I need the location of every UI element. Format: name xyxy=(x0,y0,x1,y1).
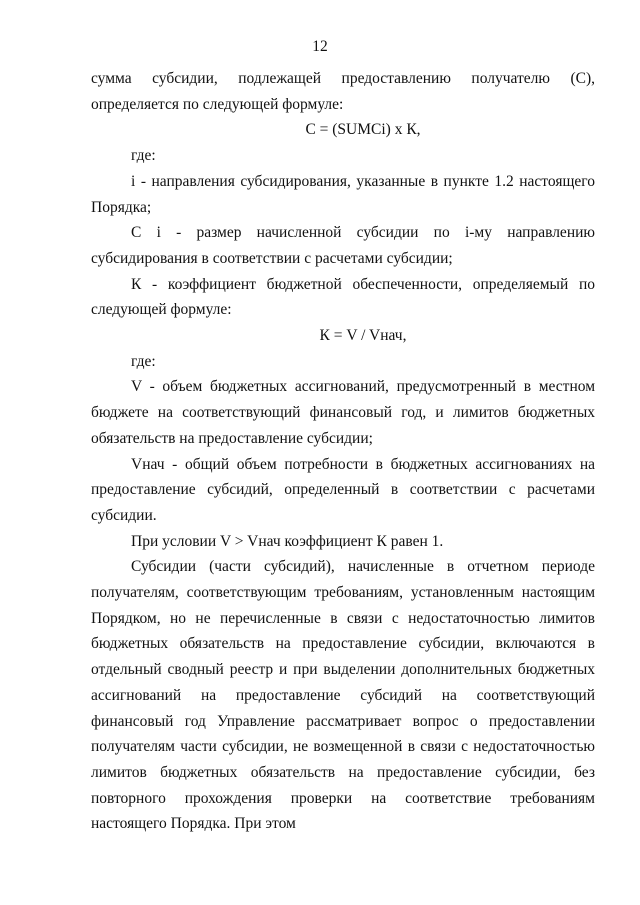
paragraph-unpaid-subsidies: Субсидии (части субсидий), начисленные в отчетном периоде получателям, соответствующим требованиям, установленным настоящим Порядком, но не перечисленные в связи с недостаточностью лимитов бюджетных обязательств на предоставление субсидии, включаются в отдельный сводный реестр и при выделении дополнительных бюджетных ассигнований на предоставление субсидий на соответствующий финансовый год Управление рассматривает вопрос о предоставлении получателям части субсидии, не возмещенной в связи с недостаточностью лимитов бюджетных обязательств на предоставление субсидии, без повторного прохождения проверки на соответствие требованиям настоящего Порядка. При этом xyxy=(91,558,595,833)
paragraph-condition: При условии V > Vнач коэффициент К равен 1. xyxy=(131,532,444,550)
formula-subsidy-sum: С = (SUMCi) х К, xyxy=(305,121,421,139)
paragraph-def-ci: С i - размер начисленной субсидии по i-му направлению субсидирования в соответствии с расчетами субсидии; xyxy=(91,224,595,267)
paragraph-where-2: где: xyxy=(131,352,156,370)
paragraph-where: где: xyxy=(131,147,156,165)
paragraph-def-i: i - направления субсидирования, указанные в пункте 1.2 настоящего Порядка; xyxy=(91,172,595,216)
paragraph-sum-intro: сумма субсидии, подлежащей предоставлению получателю (С), определяется по следующей формуле: xyxy=(91,70,595,113)
page-number: 12 xyxy=(312,38,328,55)
page-body xyxy=(91,66,595,837)
paragraph-def-k: К - коэффициент бюджетной обеспеченности, определяемый по следующей формуле: xyxy=(91,275,595,319)
paragraph-def-vnach: Vнач - общий объем потребности в бюджетных ассигнованиях на предоставление субсидий, определенный в соответствии с расчетами субсидии. xyxy=(91,455,595,524)
paragraph-def-v: V - объем бюджетных ассигнований, предусмотренный в местном бюджете на соответствующий финансовый год, и лимитов бюджетных обязательств на предоставление субсидии; xyxy=(91,378,595,447)
formula-coefficient: К = V / Vнач, xyxy=(319,327,407,345)
